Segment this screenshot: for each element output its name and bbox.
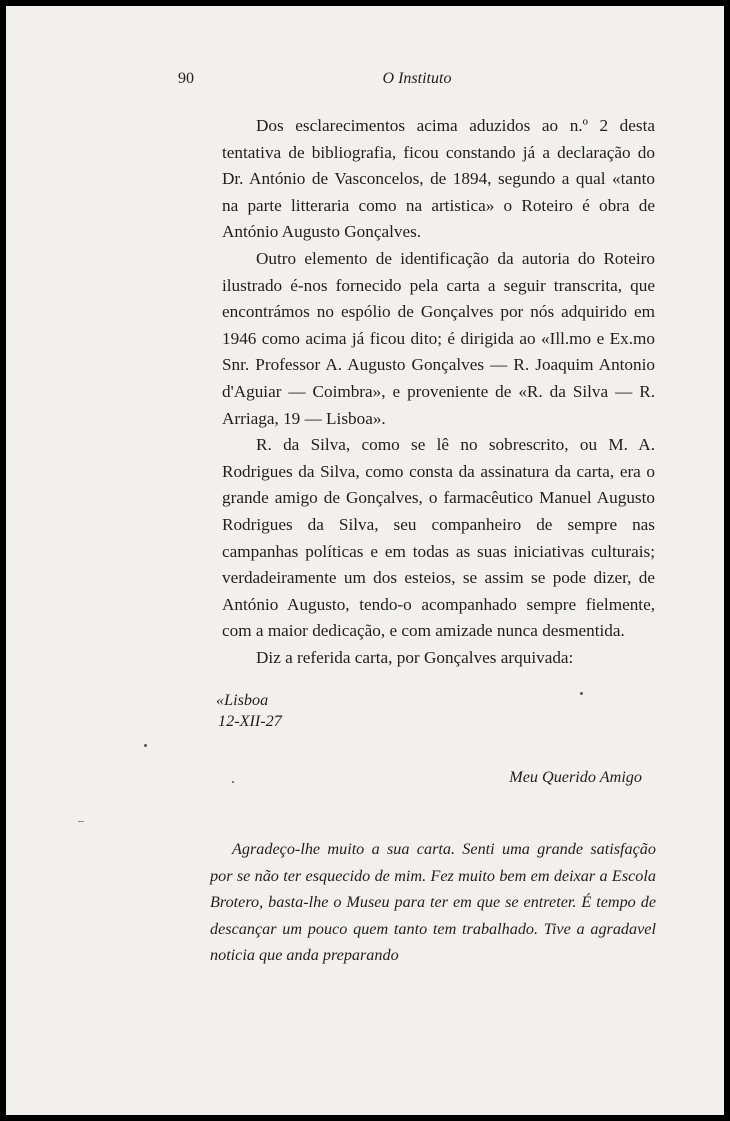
- paper-speck: [144, 744, 147, 747]
- paragraph-2: Outro elemento de identificação da autoria do Roteiro ilustrado é-nos fornecido pela carta a seguir transcrita, que encontrámos no espólio de Gonçalves por nós adquirido em 1946 como acima já ficou dito; é dirigida ao «Ill.mo e Ex.mo Snr. Professor A. Augusto Gonçalves — R. Joaquim Antonio d'Aguiar — Coimbra», e proveniente de «R. da Silva — R. Arriaga, 19 — Lisboa».: [222, 248, 655, 428]
- letter-salutation: Meu Querido Amigo: [509, 768, 642, 786]
- quoted-letter: [210, 690, 656, 969]
- letter-body: Agradeço-lhe muito a sua carta. Senti uma grande satisfação por se não ter esquecido de mim. Fez muito bem em deixar a Escola Brotero, basta-lhe o Museu para ter em que se entreter. É tempo de descançar um pouco quem tanto tem trabalhado. Tive a agradavel noticia que anda preparando: [210, 840, 656, 964]
- page-number: 90: [178, 70, 194, 87]
- body-text: [222, 113, 655, 671]
- paper-speck: [232, 781, 234, 783]
- paper-mark: [78, 821, 84, 822]
- paragraph-4: Diz a referida carta, por Gonçalves arquivada:: [256, 647, 574, 667]
- running-title: O Instituto: [382, 70, 452, 87]
- document-page: [6, 6, 724, 1115]
- paper-speck: [580, 692, 583, 695]
- paragraph-1: Dos esclarecimentos acima aduzidos ao n.º 2 desta tentativa de bibliografia, ficou constando já a declaração do Dr. António de Vasconcelos, de 1894, segundo a qual «tanto na parte litteraria como na artistica» o Roteiro é obra de António Augusto Gonçalves.: [222, 116, 655, 242]
- letter-place: «Lisboa: [216, 691, 269, 709]
- letter-date: 12-XII-27: [218, 712, 282, 730]
- page-header: [178, 70, 656, 94]
- paragraph-3: R. da Silva, como se lê no sobrescrito, ou M. A. Rodrigues da Silva, como consta da assinatura da carta, era o grande amigo de Gonçalves, o farmacêutico Manuel Augusto Rodrigues da Silva, seu companheiro de sempre nas campanhas políticas e em todas as suas iniciativas culturais; verdadeiramente um dos esteios, se assim se pode dizer, de António Augusto, tendo-o acompanhado sempre fielmente, com a maior dedicação, e com amizade nunca desmentida.: [222, 435, 655, 641]
